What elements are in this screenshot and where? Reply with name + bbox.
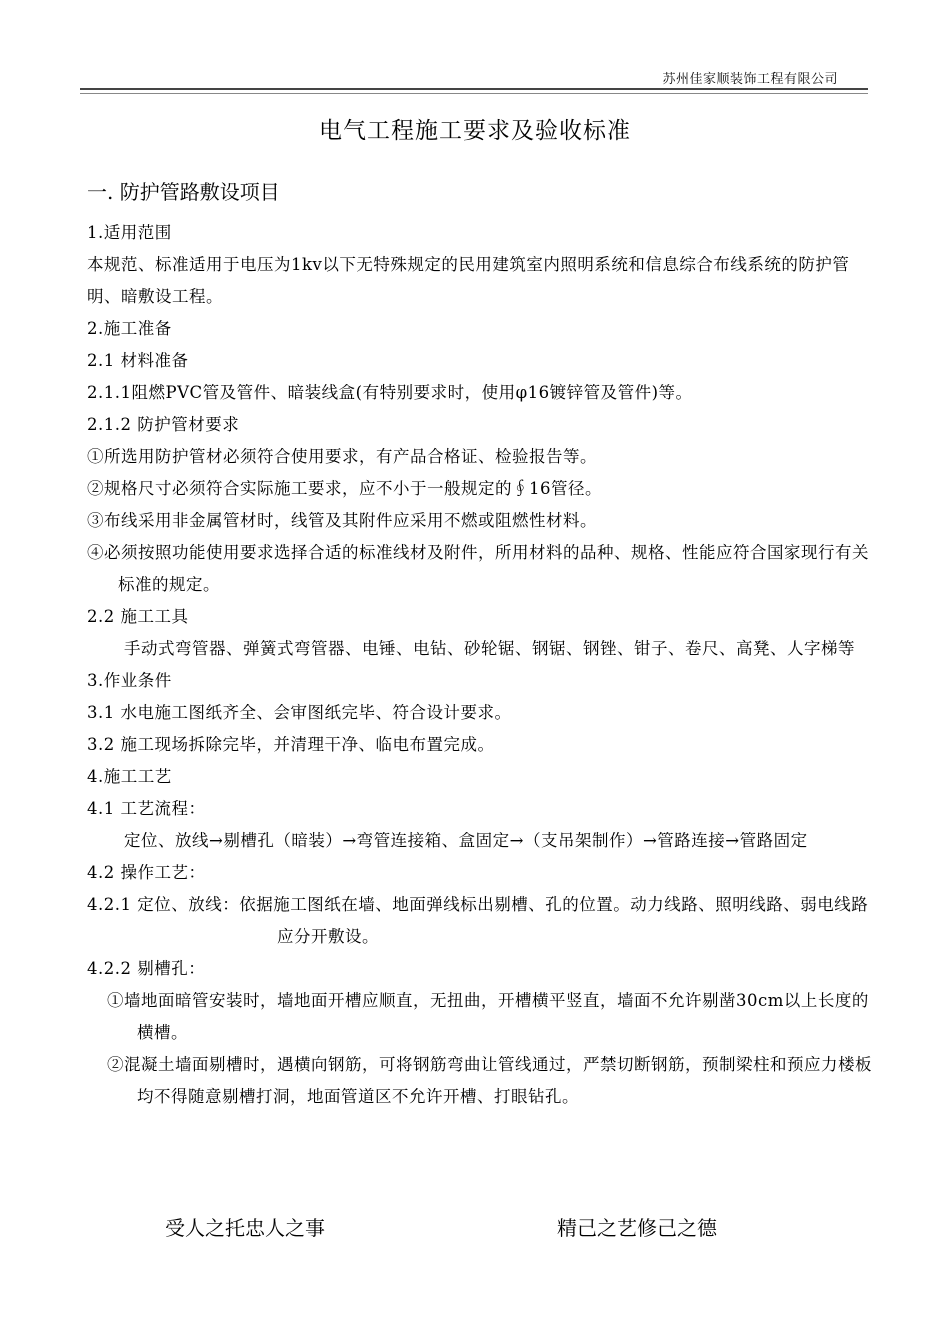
heading-operation: 4.2 操作工艺：	[87, 863, 206, 882]
heading-pipe-requirements: 2.1.2 防护管材要求	[87, 415, 240, 434]
section-title: 一. 防护管路敷设项目	[87, 180, 280, 204]
list-item-slotting-1: ①墙地面暗管安装时，墙地面开槽应顺直，无扭曲，开槽横平竖直，墙面不允许剔凿30cm以上长度的横槽。	[107, 991, 869, 1042]
document-body	[87, 180, 872, 1113]
paragraph-tools: 手动式弯管器、弹簧式弯管器、电锤、电钻、砂轮锯、钢锯、钢锉、钳子、卷尺、高凳、人字梯等	[124, 639, 855, 658]
paragraph-scope: 本规范、标准适用于电压为1kv以下无特殊规定的民用建筑室内照明系统和信息综合布线系统的防护管明、暗敷设工程。	[87, 255, 850, 306]
footer-motto-left: 受人之托忠人之事	[165, 1216, 325, 1240]
list-item-2: ②规格尺寸必须符合实际施工要求，应不小于一般规定的∮16管径。	[87, 479, 602, 498]
list-item-1: ①所选用防护管材必须符合使用要求，有产品合格证、检验报告等。	[87, 447, 597, 466]
heading-process-flow: 4.1 工艺流程：	[87, 799, 206, 818]
list-item-slotting-2: ②混凝土墙面剔槽时，遇横向钢筋，可将钢筋弯曲让管线通过，严禁切断钢筋，预制梁柱和预应力楼板均不得随意剔槽打洞，地面管道区不允许开槽、打眼钻孔。	[107, 1055, 872, 1106]
header-divider-thin	[80, 93, 868, 94]
heading-scope: 1.适用范围	[87, 223, 172, 242]
heading-tools: 2.2 施工工具	[87, 607, 189, 626]
document-title: 电气工程施工要求及验收标准	[319, 118, 631, 144]
paragraph-process-flow: 定位、放线→剔槽孔（暗装）→弯管连接箱、盒固定→（支吊架制作）→管路连接→管路固定	[124, 831, 808, 850]
header-company-name: 苏州佳家顺装饰工程有限公司	[662, 72, 838, 87]
paragraph-materials: 2.1.1阻燃PVC管及管件、暗装线盒(有特别要求时，使用φ16镀锌管及管件)等。	[87, 383, 693, 402]
header-divider-thick	[80, 88, 868, 90]
footer-motto-right: 精己之艺修己之德	[557, 1216, 717, 1240]
heading-slotting: 4.2.2 剔槽孔：	[87, 959, 206, 978]
list-item-3: ③布线采用非金属管材时，线管及其附件应采用不燃或阻燃性材料。	[87, 511, 597, 530]
heading-conditions: 3.作业条件	[87, 671, 172, 690]
heading-materials: 2.1 材料准备	[87, 351, 189, 370]
heading-process: 4.施工工艺	[87, 767, 172, 786]
heading-preparation: 2.施工准备	[87, 319, 172, 338]
paragraph-condition-2: 3.2 施工现场拆除完毕，并清理干净、临电布置完成。	[87, 735, 495, 754]
paragraph-condition-1: 3.1 水电施工图纸齐全、会审图纸完毕、符合设计要求。	[87, 703, 512, 722]
paragraph-positioning: 4.2.1 定位、放线：依据施工图纸在墙、地面弹线标出剔槽、孔的位置。动力线路、照明线路、弱电线路应分开敷设。	[87, 895, 869, 946]
list-item-4: ④必须按照功能使用要求选择合适的标准线材及附件，所用材料的品种、规格、性能应符合国家现行有关标准的规定。	[87, 543, 869, 594]
